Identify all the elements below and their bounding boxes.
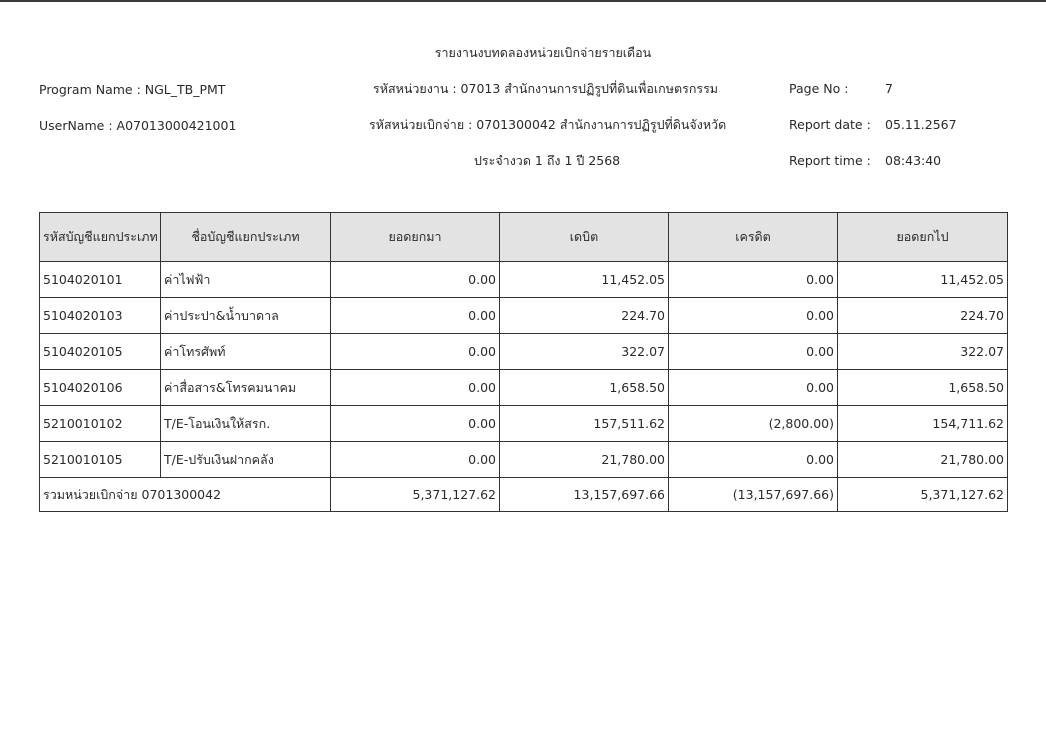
col-header-account-name: ชื่อบัญชีแยกประเภท bbox=[161, 213, 331, 262]
account-name: ค่าประปา&น้ำบาดาล bbox=[161, 298, 331, 334]
debit-amount: 11,452.05 bbox=[500, 262, 669, 298]
total-debit: 13,157,697.66 bbox=[500, 478, 669, 512]
credit-amount: 0.00 bbox=[669, 262, 838, 298]
col-header-debit: เดบิต bbox=[500, 213, 669, 262]
debit-amount: 21,780.00 bbox=[500, 442, 669, 478]
program-name: Program Name : NGL_TB_PMT bbox=[39, 82, 226, 97]
col-header-account-code: รหัสบัญชีแยกประเภท bbox=[40, 213, 161, 262]
opening-balance: 0.00 bbox=[331, 442, 500, 478]
total-closing-balance: 5,371,127.62 bbox=[838, 478, 1008, 512]
page-no-label: Page No : bbox=[789, 81, 849, 96]
credit-amount: 0.00 bbox=[669, 334, 838, 370]
account-name: ค่าสื่อสาร&โทรคมนาคม bbox=[161, 370, 331, 406]
report-date-value: 05.11.2567 bbox=[885, 117, 957, 132]
table-total-row bbox=[40, 478, 1008, 512]
account-code: 5104020106 bbox=[40, 370, 161, 406]
debit-amount: 157,511.62 bbox=[500, 406, 669, 442]
report-title: รายงานงบทดลองหน่วยเบิกจ่ายรายเดือน bbox=[434, 45, 652, 60]
opening-balance: 0.00 bbox=[331, 298, 500, 334]
user-name: UserName : A07013000421001 bbox=[39, 118, 237, 133]
report-time-value: 08:43:40 bbox=[885, 153, 942, 168]
closing-balance: 21,780.00 bbox=[838, 442, 1008, 478]
table-row bbox=[40, 442, 1008, 478]
credit-amount: 0.00 bbox=[669, 370, 838, 406]
opening-balance: 0.00 bbox=[331, 334, 500, 370]
trial-balance-table bbox=[39, 212, 1008, 512]
debit-amount: 224.70 bbox=[500, 298, 669, 334]
account-code: 5104020103 bbox=[40, 298, 161, 334]
period-line: ประจำงวด 1 ถึง 1 ปี 2568 bbox=[474, 153, 621, 168]
credit-amount: 0.00 bbox=[669, 442, 838, 478]
closing-balance: 154,711.62 bbox=[838, 406, 1008, 442]
credit-amount: (2,800.00) bbox=[669, 406, 838, 442]
table-row bbox=[40, 298, 1008, 334]
opening-balance: 0.00 bbox=[331, 406, 500, 442]
agency-line: รหัสหน่วยงาน : 07013 สำนักงานการปฏิรูปที่ดินเพื่อเกษตรกรรม bbox=[373, 81, 719, 96]
account-name: T/E-โอนเงินให้สรก. bbox=[161, 406, 331, 442]
total-label: รวมหน่วยเบิกจ่าย 0701300042 bbox=[40, 478, 331, 512]
account-code: 5210010105 bbox=[40, 442, 161, 478]
table-row bbox=[40, 262, 1008, 298]
opening-balance: 0.00 bbox=[331, 262, 500, 298]
col-header-opening-balance: ยอดยกมา bbox=[331, 213, 500, 262]
account-name: ค่าไฟฟ้า bbox=[161, 262, 331, 298]
total-opening-balance: 5,371,127.62 bbox=[331, 478, 500, 512]
debit-amount: 1,658.50 bbox=[500, 370, 669, 406]
scan-top-edge bbox=[0, 0, 1046, 2]
report-time-label: Report time : bbox=[789, 153, 871, 168]
account-name: ค่าโทรศัพท์ bbox=[161, 334, 331, 370]
closing-balance: 322.07 bbox=[838, 334, 1008, 370]
total-credit: (13,157,697.66) bbox=[669, 478, 838, 512]
closing-balance: 224.70 bbox=[838, 298, 1008, 334]
table-header-row bbox=[40, 213, 1008, 262]
col-header-closing-balance: ยอดยกไป bbox=[838, 213, 1008, 262]
table-row bbox=[40, 370, 1008, 406]
table-row bbox=[40, 334, 1008, 370]
account-name: T/E-ปรับเงินฝากคลัง bbox=[161, 442, 331, 478]
debit-amount: 322.07 bbox=[500, 334, 669, 370]
closing-balance: 11,452.05 bbox=[838, 262, 1008, 298]
report-date-label: Report date : bbox=[789, 117, 871, 132]
col-header-credit: เครดิต bbox=[669, 213, 838, 262]
disbursing-unit-line: รหัสหน่วยเบิกจ่าย : 0701300042 สำนักงานการปฏิรูปที่ดินจังหวัด bbox=[369, 117, 727, 132]
opening-balance: 0.00 bbox=[331, 370, 500, 406]
account-code: 5210010102 bbox=[40, 406, 161, 442]
page-no-value: 7 bbox=[885, 81, 893, 96]
closing-balance: 1,658.50 bbox=[838, 370, 1008, 406]
table-row bbox=[40, 406, 1008, 442]
credit-amount: 0.00 bbox=[669, 298, 838, 334]
account-code: 5104020101 bbox=[40, 262, 161, 298]
account-code: 5104020105 bbox=[40, 334, 161, 370]
